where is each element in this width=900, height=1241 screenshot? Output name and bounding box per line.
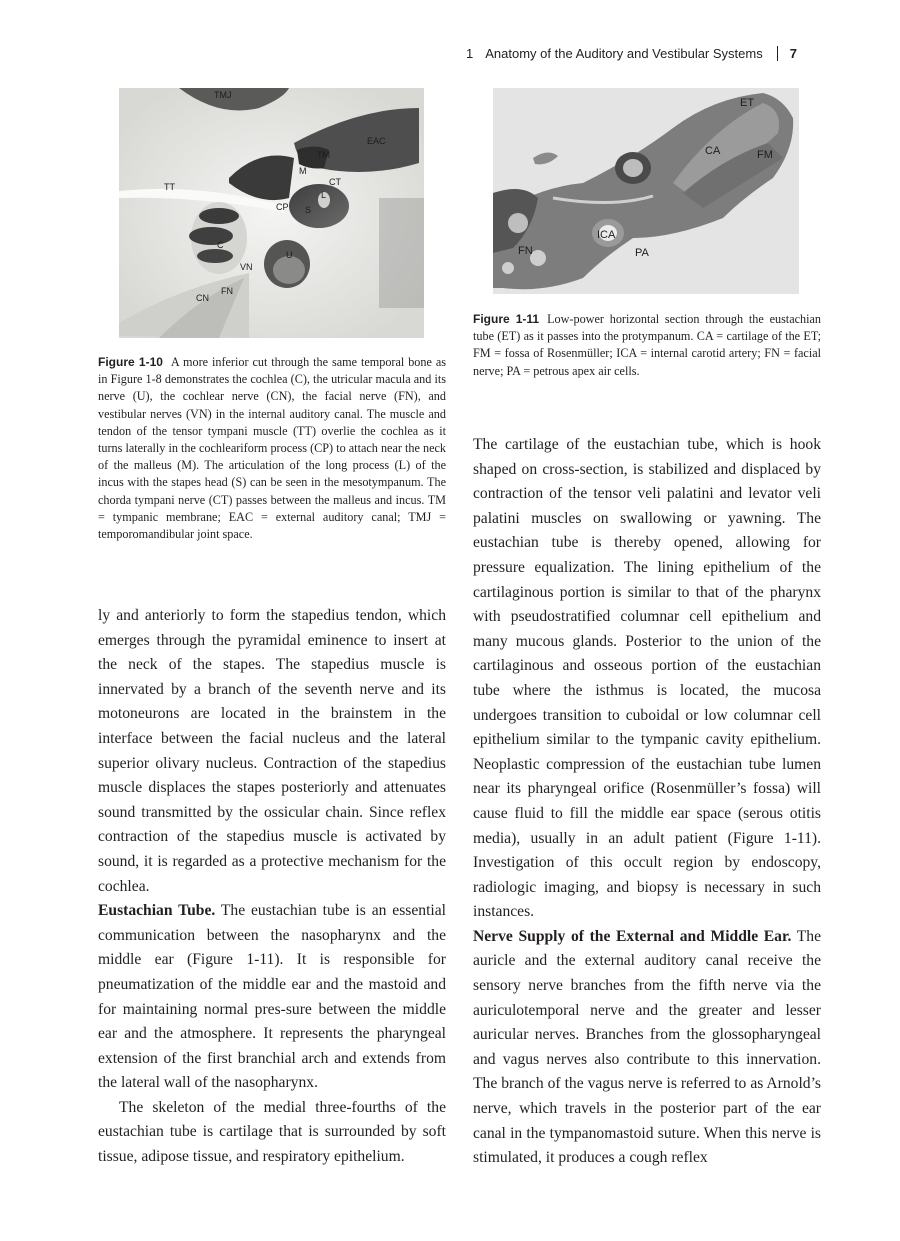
right-paragraph-2	[473, 925, 821, 1171]
figure-1-11-caption	[473, 311, 821, 380]
left-paragraph-2-text: The eustachian tube is an essential communication between the nasopharynx and the middle ear (Figure 1-11). It is responsible for pneumatization of the middle ear and the mastoid and for maintaining normal pres-sure between the middle ear and the atmosphere. It represents the pharyngeal extension of the first branchial arch and extends from the lateral wall of the nasopharynx.	[98, 902, 446, 1092]
label-pa: PA	[635, 247, 649, 259]
section-heading-eustachian-tube: Eustachian Tube.	[98, 902, 216, 920]
right-text-column	[473, 433, 821, 1171]
left-text-column	[98, 604, 446, 1170]
label-vn: VN	[240, 262, 253, 272]
chapter-number: 1	[466, 46, 474, 61]
figure-1-10-caption-text: A more inferior cut through the same temporal bone as in Figure 1-8 demonstrates the cochlea (C), the utricular macula and its nerve (U), the cochlear nerve (CN), the facial nerve (FN), and vestibular nerves (VN) in the internal auditory canal. The muscle and tendon of the tensor tympani muscle (TT) overlie the cochlea as it turns laterally in the cochleariform process (CP) to attach near the neck of the malleus (M). The articulation of the long process (L) of the incus with the stapes head (S) can be seen in the mesotympanum. The chorda tympani nerve (CT) passes between the malleus and incus. TM = tympanic membrane; EAC = external auditory canal; TMJ = temporomandibular joint space.	[98, 355, 446, 542]
section-heading-nerve-supply: Nerve Supply of the External and Middle Ear.	[473, 927, 792, 945]
header-divider	[777, 46, 778, 61]
running-head	[466, 46, 826, 61]
eustachian-tube-section-illustration	[493, 88, 799, 294]
right-paragraph-2-text: The auricle and the external auditory canal receive the sensory nerve branches from the fifth nerve via the auriculotemporal nerve and the greater and lesser auricular nerves. Branches from the glossopharyngeal and vagus nerves also contribute to this innervation. The branch of the vagus nerve is referred to as Arnold’s nerve, which travels in the posterior part of the ear canal in the tympanomastoid suture. When this nerve is stimulated, it produces a cough reflex	[473, 927, 821, 1167]
label-s: S	[305, 205, 312, 215]
label-ica: ICA	[597, 229, 616, 241]
label-fn: FN	[221, 286, 233, 296]
label-cp: CP	[276, 202, 289, 212]
figure-1-10-caption	[98, 354, 446, 543]
label-tm: TM	[317, 150, 330, 160]
page-number: 7	[789, 46, 797, 61]
label-eac: EAC	[367, 136, 386, 146]
left-paragraph-2	[98, 899, 446, 1096]
label-tt: TT	[164, 182, 175, 192]
label-m: M	[299, 166, 307, 176]
right-paragraph-1: The cartilage of the eustachian tube, which is hook shaped on cross-section, is stabilized and displaced by contraction of the tensor veli palatini and levator veli palatini muscles on swallowing or yawning. The eustachian tube is thereby opened, allowing for pressure equalization. The lining epithelium of the cartilaginous portion is similar to that of the pharynx with pseudostratified columnar cell epithelium and many mucous glands. Posterior to the union of the cartilaginous and osseous portion of the eustachian tube where the isthmus is located, the mucosa undergoes transition to cuboidal or low columnar cell epithelium similar to the tympanic cavity epithelium. Neoplastic compression of the eustachian tube lumen near its pharyngeal orifice (Rosenmüller’s fossa) will cause fluid to fill the middle ear space (serous otitis media), usually in an adult patient (Figure 1-11). Investigation of this occult region by endoscopy, radiologic imaging, and biopsy is necessary in such instances.	[473, 436, 821, 921]
figure-1-11-image	[493, 88, 799, 294]
label-tmj: TMJ	[214, 90, 232, 100]
label-fm: FM	[757, 149, 773, 161]
figure-1-10-image	[119, 88, 424, 338]
left-paragraph-3: The skeleton of the medial three-fourths of the eustachian tube is cartilage that is surrounded by soft tissue, adipose tissue, and respiratory epithelium.	[98, 1098, 446, 1166]
figure-1-10-number: Figure 1-10	[98, 355, 163, 369]
label-u: U	[286, 250, 293, 260]
label-cn: CN	[196, 293, 209, 303]
temporal-bone-section-illustration	[119, 88, 424, 338]
label-fn: FN	[518, 245, 533, 257]
label-l: L	[321, 190, 327, 200]
figure-1-11-number: Figure 1-11	[473, 312, 540, 326]
label-ca: CA	[705, 145, 721, 157]
chapter-title: Anatomy of the Auditory and Vestibular Systems	[485, 46, 763, 61]
label-ct: CT	[329, 177, 341, 187]
label-c: C	[217, 240, 224, 250]
figure-1-11-caption-text: Low-power horizontal section through the eustachian tube (ET) as it passes into the protympanum. CA = cartilage of the ET; FM = fossa of Rosenmüller; ICA = internal carotid artery; FN = facial nerve; PA = petrous apex air cells.	[473, 312, 821, 378]
label-et: ET	[740, 97, 755, 109]
left-paragraph-1: ly and anteriorly to form the stapedius tendon, which emerges through the pyramidal eminence to insert at the neck of the stapes. The stapedius muscle is innervated by a branch of the seventh nerve and its motoneurons are located in the brainstem in the interface between the facial nucleus and the lateral superior olivary nucleus. Contraction of the stapedius muscle displaces the stapes posteriorly and attenuates sound transmitted by the ossicular chain. Since reflex contraction of the stapedius muscle is activated by sound, it is regarded as a protective mechanism for the cochlea.	[98, 607, 446, 895]
